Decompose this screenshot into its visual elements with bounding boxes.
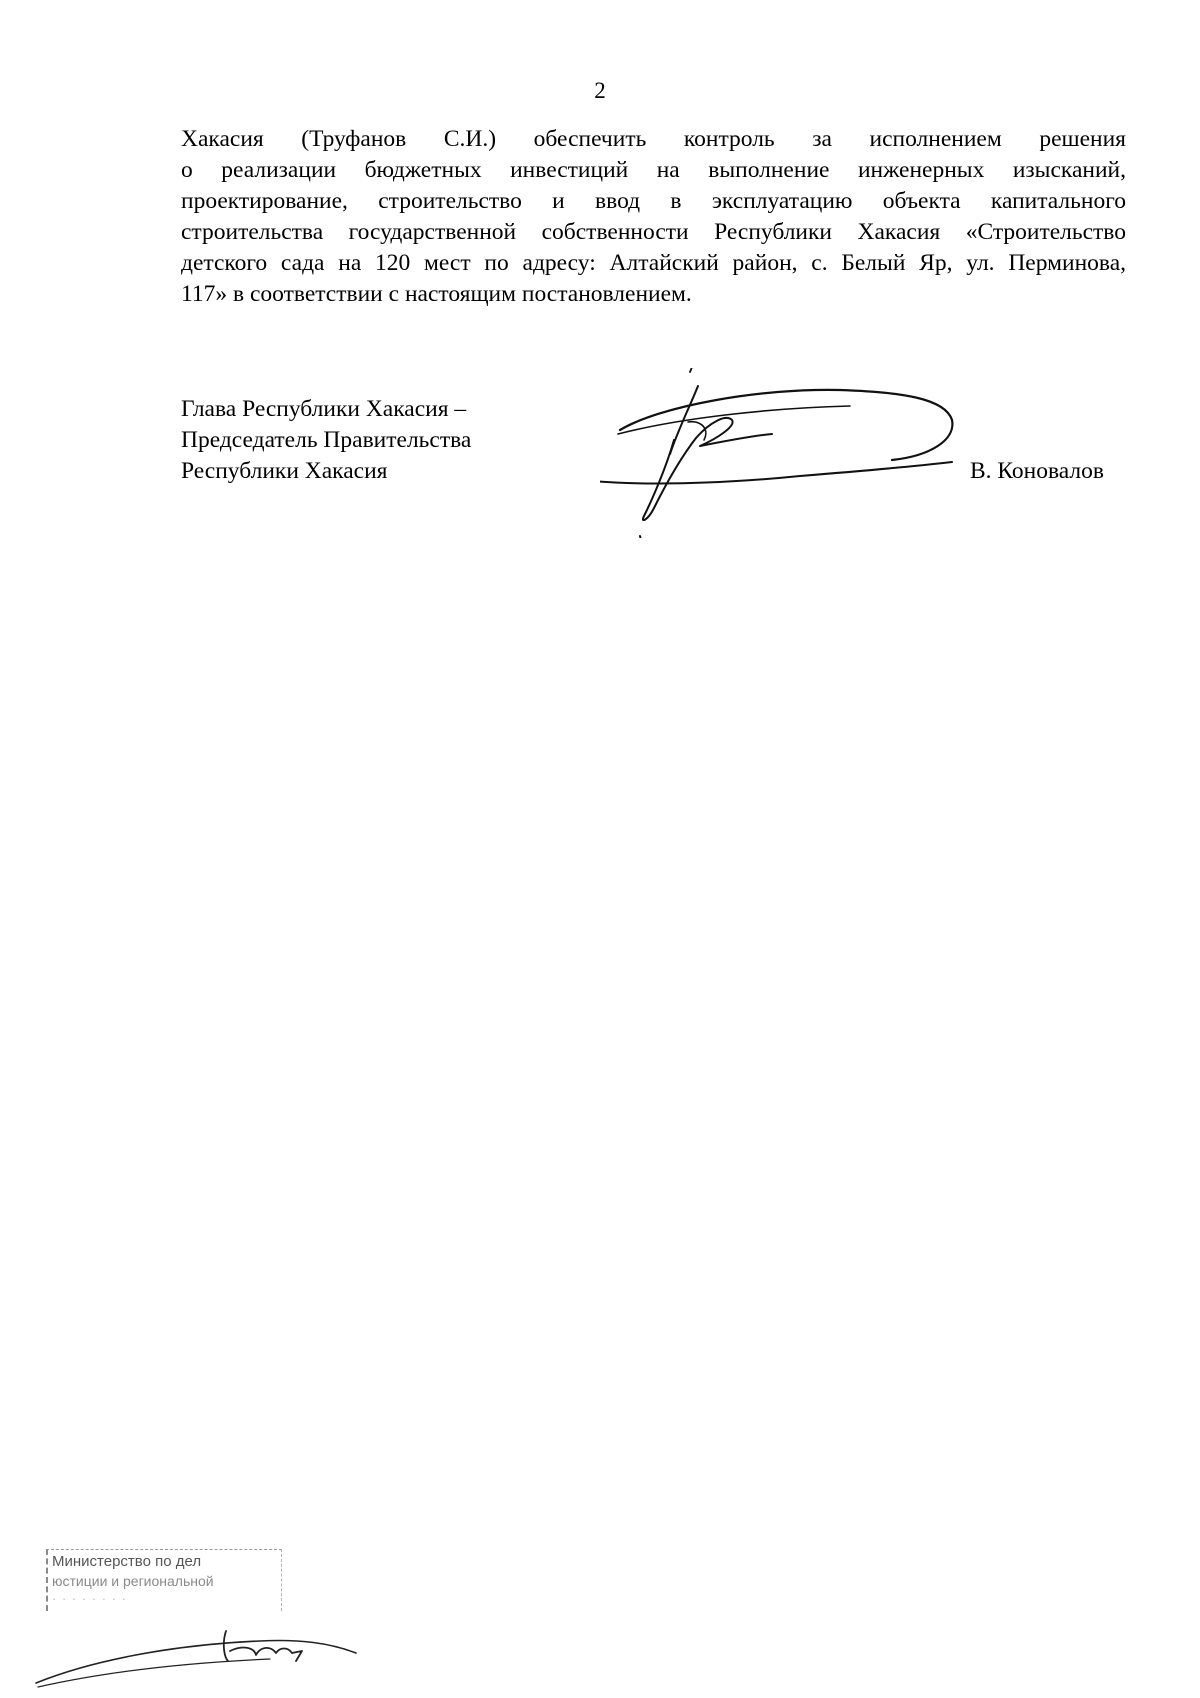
stamp-signature	[30, 1601, 360, 1691]
paragraph-line: 117» в соответствии с настоящим постановлением.	[181, 281, 692, 307]
paragraph-line: проектирование, строительство и ввод в эксплуатацию объекта капитального	[181, 188, 1126, 214]
stamp-line: · · · · · · · ·	[52, 1591, 127, 1606]
paragraph-line: строительства государственной собственности Республики Хакасия «Строительство	[181, 219, 1126, 245]
signer-title-line: Республики Хакасия	[181, 458, 388, 484]
page-number: 2	[594, 78, 606, 103]
signer-name: В. Коновалов	[970, 458, 1105, 484]
signer-title-line: Председатель Правительства	[181, 427, 472, 453]
handwritten-signature	[600, 368, 960, 538]
signer-title	[181, 394, 471, 487]
stamp-line: юстиции и региональной	[52, 1573, 214, 1589]
stamp-line: Министерство по дел	[52, 1553, 202, 1570]
signer-title-line: Глава Республики Хакасия –	[181, 396, 467, 422]
approval-stamp	[30, 1541, 360, 1691]
body-paragraph	[181, 124, 1126, 310]
paragraph-line: детского сада на 120 мест по адресу: Алтайский район, с. Белый Яр, ул. Перминова,	[181, 250, 1126, 276]
paragraph-line: о реализации бюджетных инвестиций на выполнение инженерных изысканий,	[181, 157, 1126, 183]
paragraph-line: Хакасия (Труфанов С.И.) обеспечить контроль за исполнением решения	[181, 126, 1126, 152]
